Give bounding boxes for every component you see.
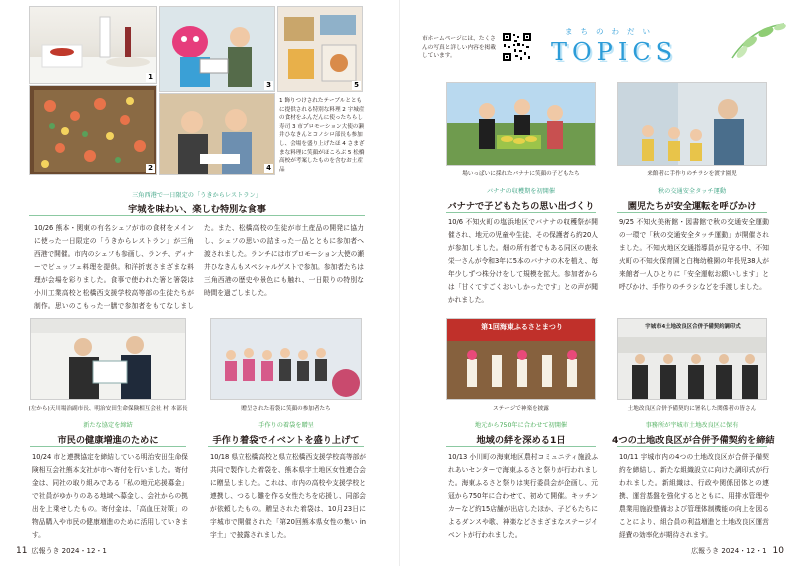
furusato-rule — [446, 446, 596, 447]
safety-rule — [617, 212, 767, 213]
left-folio — [16, 546, 107, 556]
photo-number: 1 — [148, 73, 153, 81]
tsurushi-rule — [208, 446, 364, 447]
safety-headline: 園児たちが安全運転を呼びかけ — [627, 201, 757, 212]
right-folio — [691, 546, 784, 556]
mascot-illustration — [160, 7, 275, 92]
photo-donation — [30, 318, 186, 400]
furusato-headline: 地域の絆を深める1日 — [476, 435, 566, 446]
land-kicker: 事務所が宇城市土地改良区に保有 — [645, 422, 739, 429]
health-body: 10/24 市と連携協定を締結している明治安田生命保険相互会社熊本支社が市へ寄付を行いました。寄付金は、同社の取り組みである「私の地元応援募金」で社員がゆかりのある地域へ募金し、会社からの拠出を上乗せしたもの。寄付金は、「高血圧対策」の物品購入や市民の健康増進のために活用していきます。 — [32, 453, 188, 539]
photo-collage-caption: 1 飾りつけされたテーブルとともに提供される特別な料理 2 宇城産の食材をふんだんに使ったちらし寿司 3 市プロモーション大使の瀬井ひなきんとコノシロ部長も参加し、会場を盛り上げたほ 4 さまざまな料理に笑顔がほころぶ 5 松橋高校が考案したものを含むお土産品 — [279, 98, 365, 173]
photo-tsurushi — [210, 318, 362, 400]
tsurushi-caption: 贈呈された着袋に笑顔の参加者たち — [241, 406, 331, 412]
photo-school-tour — [617, 82, 767, 166]
school-tour-illustration — [618, 83, 767, 166]
photo-mascot-promotion — [159, 6, 275, 92]
sushi-illustration — [30, 86, 157, 175]
table-setting-illustration — [30, 7, 157, 84]
guests-illustration — [160, 94, 275, 175]
qr-code-icon[interactable] — [502, 32, 532, 62]
banana-illustration — [447, 83, 596, 166]
donation-illustration — [31, 319, 186, 400]
furusato-kicker: 地元から750年に合わせて初開催 — [474, 422, 568, 429]
photo-stage-kagura — [446, 318, 596, 400]
dinner-rule — [29, 215, 365, 216]
tsurushi-illustration — [211, 319, 362, 400]
health-kicker: 新たな協定を締結 — [83, 422, 133, 429]
banana-caption: 場いっぱいに採れたバナナに笑顔の子どもたち — [462, 171, 580, 177]
photo-banana-harvest — [446, 82, 596, 166]
photo-number: 4 — [266, 164, 271, 172]
land-signing-illustration — [618, 319, 767, 400]
dinner-kicker: 三角西港で一日限定の「うきからレストラン」 — [132, 192, 262, 199]
photo-number: 2 — [148, 164, 153, 172]
stage-caption: ステージで神楽を披露 — [493, 406, 549, 412]
school-tour-caption: 来館者に手作りのチラシを渡す園児 — [647, 171, 737, 177]
web-note: 市ホームページには、たくさんの写真と詳しい内容を掲載しています。 — [422, 36, 496, 59]
safety-kicker: 秋の交通安全タッチ運動 — [657, 188, 727, 195]
photo-souvenirs — [277, 6, 363, 92]
land-rule — [617, 446, 767, 447]
photo-number: 3 — [266, 81, 271, 89]
photo-smiling-guests — [159, 93, 275, 175]
tsurushi-body: 10/18 県立松橋高校と県立松橋西支援学校高等部が共同で製作した着袋を、熊本県宇土地区女性連合会に贈呈しました。これは、市内の高校や支援学校と連携し、つるし雛を作る女性たちを応援し、同部会が依頼したもの。贈呈された着袋は、10月23日に宇城市で開催された「第20回熊本県女性の集い in 宇土」で披露されました。 — [210, 453, 366, 539]
dinner-headline: 宇城を味わい、楽しむ特別な食事 — [128, 204, 266, 215]
banana-body: 10/6 不知火町の塩浜地区でバナナの収穫祭が開催され、地元の児童や生徒、その保護者ら約20人が参加しました。畑の所有者でもある同区の鹿永栄一さんが令和3年に5本のバナナの木を植え、毎年少しずつ株分けをして規模を拡大。参加者からは「甘くてすごくおいしかったです」との声が聞かれました。 — [448, 218, 598, 304]
topics-title: TOPICS — [551, 38, 678, 66]
tsurushi-headline: 手作り着袋でイベントを盛り上げて — [212, 435, 360, 446]
photo-land-signing — [617, 318, 767, 400]
banana-headline: バナナで子どもたちの思い出づくり — [447, 201, 595, 212]
banana-kicker: バナナの収穫期を初開催 — [486, 188, 556, 195]
donation-caption: (左から)天川場治副市長、明治安田生命保険相互会社 村 本部長 — [28, 406, 188, 412]
right-page-number: 10 — [772, 546, 784, 556]
health-rule — [30, 446, 186, 447]
photo-chirashi-sushi — [29, 85, 157, 175]
dinner-body: 10/26 熊本・関東の有名シェフが市の食材をメインに使った一日限定の「うきからレストラン」が三角西港で開催。市内のシェフも参画し、ランチ、ディナーでビュッフェ料理を提供。和洋折衷さまざまな料理が会場を彩りました。食事で使われた箸と箸袋は小川工業高校と松橋西支援学校高等部の生徒たちが制作。思いのこもった一膳で参加者をもてなしました。また、松橋高校の生徒が市土産品の開発に協力し、シェフの思いの詰まった一品とともに参加者へ渡されました。ランチには市プロモーション大使の瀬井ひなきんもスペシャルゲストで参加。参加者たちは三角西港の歴史や景色にも触れ、一日限りの特別な時間を過ごしました。 — [34, 224, 364, 310]
land-body: 10/11 宇城市内の4つの土地改良区が合併予備契約を締結し、新たな組織設立に向けた調印式が行われました。新組織は、行政や関係団体との連携、運営基盤を強化するとともに、用排水管理や農業用施設整備および管理体制機能の向上を図ることにより、組合員の利益増進と土地改良区運営経費の効率化が期待されます。 — [619, 453, 769, 539]
stage-sign: 第1回海東ふるさとまつり — [481, 323, 563, 331]
furusato-body: 10/13 小川町の海東地区農村コミュニティ施設ふれあいセンターで海東ふるさと祭りが行われました。海東ふるさと祭りは実行委員会が企画し、元冦から750年に合わせて、初めて開催。キッチンカーなど約15店舗が出店したほか、子どもたちによるダンスや歌、神楽などさまざまなステージイベントが行われました。 — [448, 453, 598, 539]
tsurushi-kicker: 手作りの着袋を贈呈 — [258, 422, 314, 429]
land-headline: 4つの土地改良区が合併予備契約を締結 — [612, 435, 775, 446]
health-headline: 市民の健康増進のために — [57, 435, 159, 446]
safety-body: 9/25 不知火美術館・図書館で秋の交通安全運動の一環で「秋の交通安全タッチ運動」が開催されました。不知火地区交通指導員が見守る中、不知火町の不知火保育園と白梅幼稚園の年長児38人が来館者一人ひとりに「安全運転お願いします」と呼びかけ、手作りのチラシなどを手渡しました。 — [619, 218, 769, 291]
souvenir-illustration — [278, 7, 363, 92]
land-banner: 宇城市4土地改良区合併予備契約調印式 — [645, 324, 741, 330]
leaf-decoration-icon — [722, 18, 792, 64]
left-page-number: 11 — [16, 546, 28, 556]
banana-rule — [446, 212, 596, 213]
photo-number: 5 — [354, 81, 359, 89]
photo-table-setting — [29, 6, 157, 84]
topics-jp-label: まちのわだい — [565, 27, 658, 36]
land-caption: 土地改良区合併予備契約に署名した関係者の皆さん — [627, 406, 757, 412]
right-folio-text: 広報うき 2024・12・1 — [691, 547, 767, 555]
left-folio-text: 広報うき 2024・12・1 — [31, 547, 107, 555]
